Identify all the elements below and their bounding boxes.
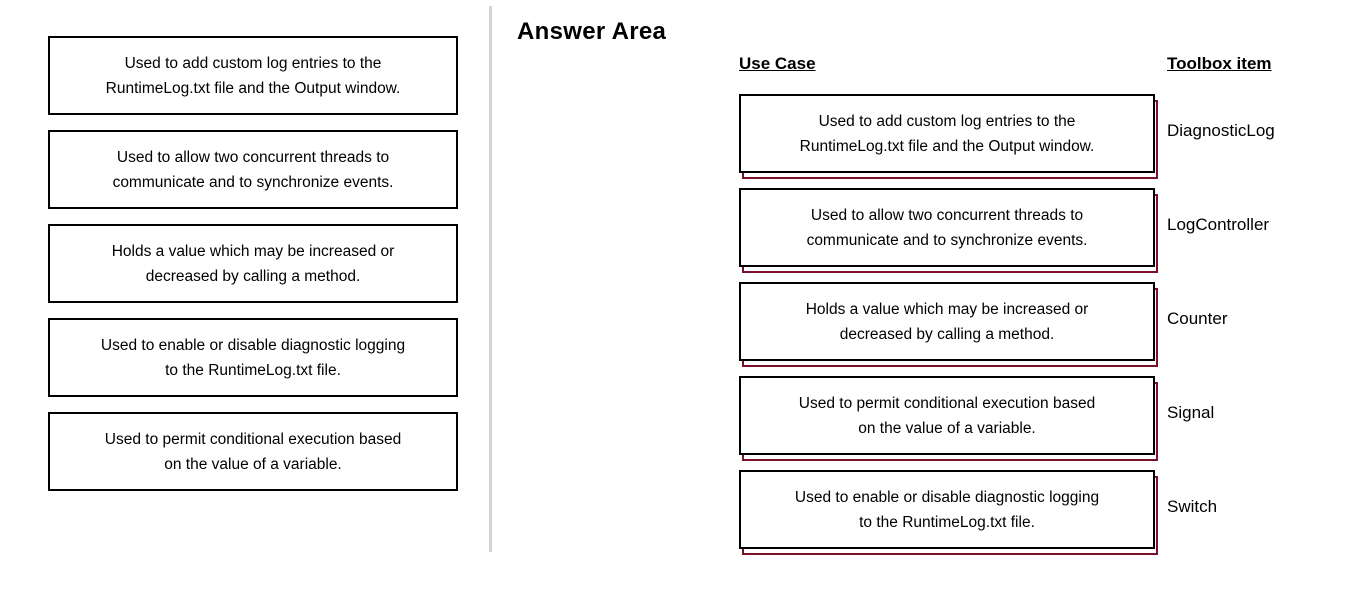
answer-card-text: Used to allow two concurrent threads to communicate and to synchronize events.	[806, 206, 1088, 249]
answer-row-list	[739, 94, 1339, 564]
source-card-text: Used to add custom log entries to the RuntimeLog.txt file and the Output window.	[105, 54, 401, 97]
column-header-use-case: Use Case	[739, 54, 816, 73]
answer-row	[739, 188, 1339, 282]
answer-card-text: Used to add custom log entries to the RuntimeLog.txt file and the Output window.	[799, 112, 1095, 155]
toolbox-item-label: Switch	[1167, 497, 1218, 516]
source-card[interactable]	[48, 130, 458, 209]
answer-card[interactable]	[739, 282, 1155, 361]
answer-row	[739, 376, 1339, 470]
answer-card-text: Holds a value which may be increased or decreased by calling a method.	[805, 300, 1089, 343]
toolbox-item-label: LogController	[1167, 215, 1270, 234]
answer-row	[739, 282, 1339, 376]
answer-card-text: Used to enable or disable diagnostic logging to the RuntimeLog.txt file.	[794, 488, 1100, 531]
answer-card[interactable]	[739, 376, 1155, 455]
answer-card[interactable]	[739, 470, 1155, 549]
toolbox-item-label: DiagnosticLog	[1167, 121, 1275, 140]
source-card[interactable]	[48, 412, 458, 491]
drag-source-list	[48, 36, 458, 506]
source-card-text: Used to allow two concurrent threads to communicate and to synchronize events.	[112, 148, 394, 191]
column-header-toolbox-item: Toolbox item	[1167, 54, 1272, 73]
source-card[interactable]	[48, 318, 458, 397]
source-card-text: Used to enable or disable diagnostic logging to the RuntimeLog.txt file.	[100, 336, 406, 379]
vertical-divider	[489, 6, 492, 552]
source-card-text: Used to permit conditional execution based on the value of a variable.	[104, 430, 402, 473]
source-card[interactable]	[48, 224, 458, 303]
answer-card[interactable]	[739, 188, 1155, 267]
answer-row	[739, 94, 1339, 188]
toolbox-item-label: Counter	[1167, 309, 1228, 328]
source-card-text: Holds a value which may be increased or decreased by calling a method.	[111, 242, 395, 285]
answer-row	[739, 470, 1339, 564]
answer-card-text: Used to permit conditional execution based on the value of a variable.	[798, 394, 1096, 437]
answer-card[interactable]	[739, 94, 1155, 173]
toolbox-item-label: Signal	[1167, 403, 1215, 422]
answer-area-title: Answer Area	[517, 18, 667, 45]
source-card[interactable]	[48, 36, 458, 115]
